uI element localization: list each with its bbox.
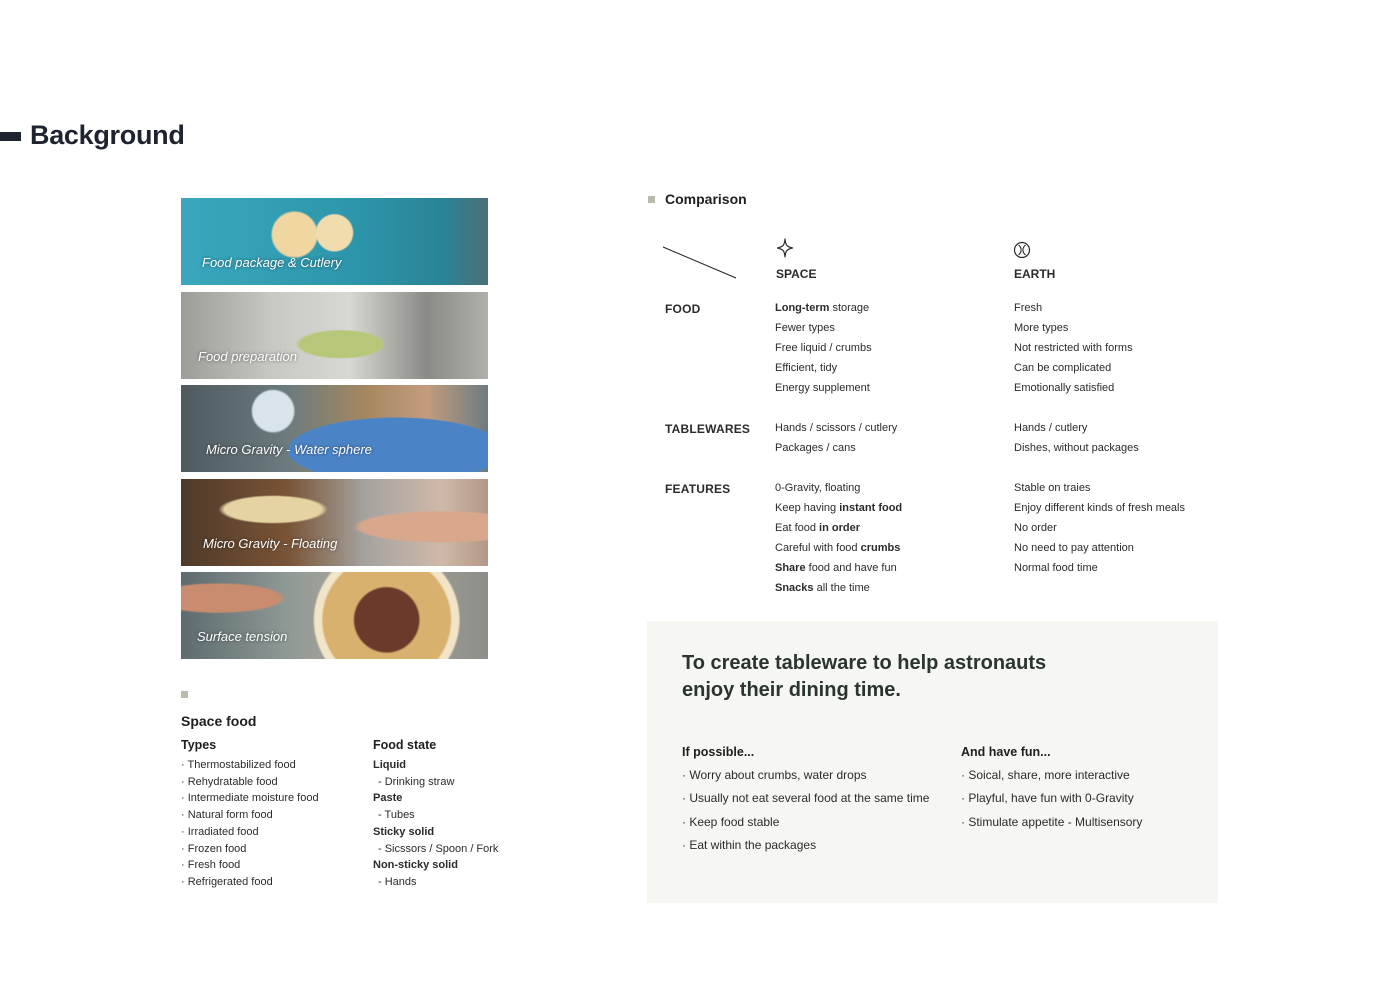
list-item: - Tubes <box>378 809 415 822</box>
food-state-heading: Food state <box>373 738 437 752</box>
section-marker <box>648 196 655 203</box>
list-item: Keep having instant food <box>775 502 903 514</box>
list-item: Not restricted with forms <box>1014 342 1133 354</box>
photo-food-preparation <box>181 292 488 379</box>
space-food-title: Space food <box>181 713 257 729</box>
comparison-title: Comparison <box>665 191 747 207</box>
list-item: Hands / scissors / cutlery <box>775 422 898 434</box>
page-title: Background <box>30 120 185 150</box>
list-item: · Rehydratable food <box>181 775 278 788</box>
tablewares-space-cell <box>775 418 897 458</box>
list-item: Energy supplement <box>775 382 870 394</box>
list-item: · Playful, have fun with 0-Gravity <box>961 791 1134 806</box>
list-item: · Worry about crumbs, water drops <box>682 768 867 782</box>
list-item: Stable on traies <box>1014 482 1091 494</box>
row-label-tablewares: TABLEWARES <box>665 422 751 436</box>
list-item: Long-term storage <box>775 302 870 314</box>
if-possible-list <box>682 764 929 857</box>
types-list <box>181 757 319 891</box>
list-item: · Irradiated food <box>181 825 259 838</box>
list-item: Fewer types <box>775 322 835 334</box>
list-item: Liquid <box>373 759 406 771</box>
list-item: Dishes, without packages <box>1014 442 1139 454</box>
have-fun-heading: And have fun... <box>961 745 1051 759</box>
list-item: · Soical, share, more interactive <box>961 768 1130 782</box>
list-item: Careful with food crumbs <box>775 542 901 554</box>
features-space-cell <box>775 478 902 598</box>
row-label-food: FOOD <box>665 302 701 316</box>
food-state-list <box>373 757 498 891</box>
photo-caption: Micro Gravity - Floating <box>203 536 338 551</box>
photo-floating <box>181 479 488 566</box>
list-item: · Natural form food <box>181 809 273 822</box>
list-item: Efficient, tidy <box>775 362 838 374</box>
list-item: Free liquid / crumbs <box>775 342 872 354</box>
list-item: Packages / cans <box>775 442 856 454</box>
photo-caption: Food preparation <box>198 349 298 364</box>
list-item: · Eat within the packages <box>682 837 817 852</box>
list-item: - Sicssors / Spoon / Fork <box>378 842 499 855</box>
list-item: Enjoy different kinds of fresh meals <box>1014 502 1185 514</box>
photo-caption: Food package & Cutlery <box>202 255 342 270</box>
list-item: Share food and have fun <box>775 562 897 574</box>
goal-statement: To create tableware to help astronauts enjoy their dining time. <box>682 652 1047 701</box>
space-column-label: SPACE <box>776 267 817 281</box>
photo-water-sphere <box>181 385 488 472</box>
list-item: · Thermostabilized food <box>181 759 296 771</box>
features-earth-cell <box>1014 478 1185 578</box>
list-item: · Intermediate moisture food <box>181 792 319 805</box>
list-item: More types <box>1014 322 1069 334</box>
list-item: · Stimulate appetite - Multisensory <box>961 814 1143 829</box>
list-item: Sticky solid <box>373 825 435 838</box>
food-earth-cell <box>1014 298 1133 398</box>
list-item: · Keep food stable <box>682 814 780 829</box>
list-item: Normal food time <box>1014 562 1098 574</box>
list-item: No order <box>1014 522 1057 534</box>
sparkle-icon <box>776 238 794 258</box>
list-item: Eat food in order <box>775 522 860 534</box>
if-possible-heading: If possible... <box>682 745 755 759</box>
types-heading: Types <box>181 738 217 752</box>
section-marker <box>181 691 188 698</box>
list-item: · Frozen food <box>181 842 247 855</box>
list-item: Non-sticky solid <box>373 859 458 872</box>
tablewares-earth-cell <box>1014 418 1139 458</box>
list-item: Snacks all the time <box>775 582 870 594</box>
list-item: No need to pay attention <box>1014 542 1134 554</box>
title-accent-bar <box>0 132 21 141</box>
list-item: Fresh <box>1014 302 1043 314</box>
photo-surface-tension <box>181 572 488 659</box>
list-item: · Refrigerated food <box>181 875 273 888</box>
list-item: 0-Gravity, floating <box>775 482 861 494</box>
have-fun-list <box>961 764 1142 834</box>
list-item: - Hands <box>378 875 417 888</box>
list-item: Hands / cutlery <box>1014 422 1088 434</box>
photo-food-package <box>181 198 488 285</box>
photo-caption: Surface tension <box>197 629 288 644</box>
list-item: · Fresh food <box>181 859 241 872</box>
earth-column-label: EARTH <box>1014 267 1056 281</box>
photo-caption: Micro Gravity - Water sphere <box>206 442 372 457</box>
diagonal-divider <box>662 246 742 280</box>
globe-icon <box>1013 241 1031 259</box>
list-item: - Drinking straw <box>378 775 455 788</box>
list-item: Emotionally satisfied <box>1014 382 1115 394</box>
list-item: Can be complicated <box>1014 362 1112 374</box>
food-space-cell <box>775 298 872 398</box>
list-item: · Usually not eat several food at the same time <box>682 791 930 806</box>
row-label-features: FEATURES <box>665 482 731 496</box>
list-item: Paste <box>373 792 403 805</box>
